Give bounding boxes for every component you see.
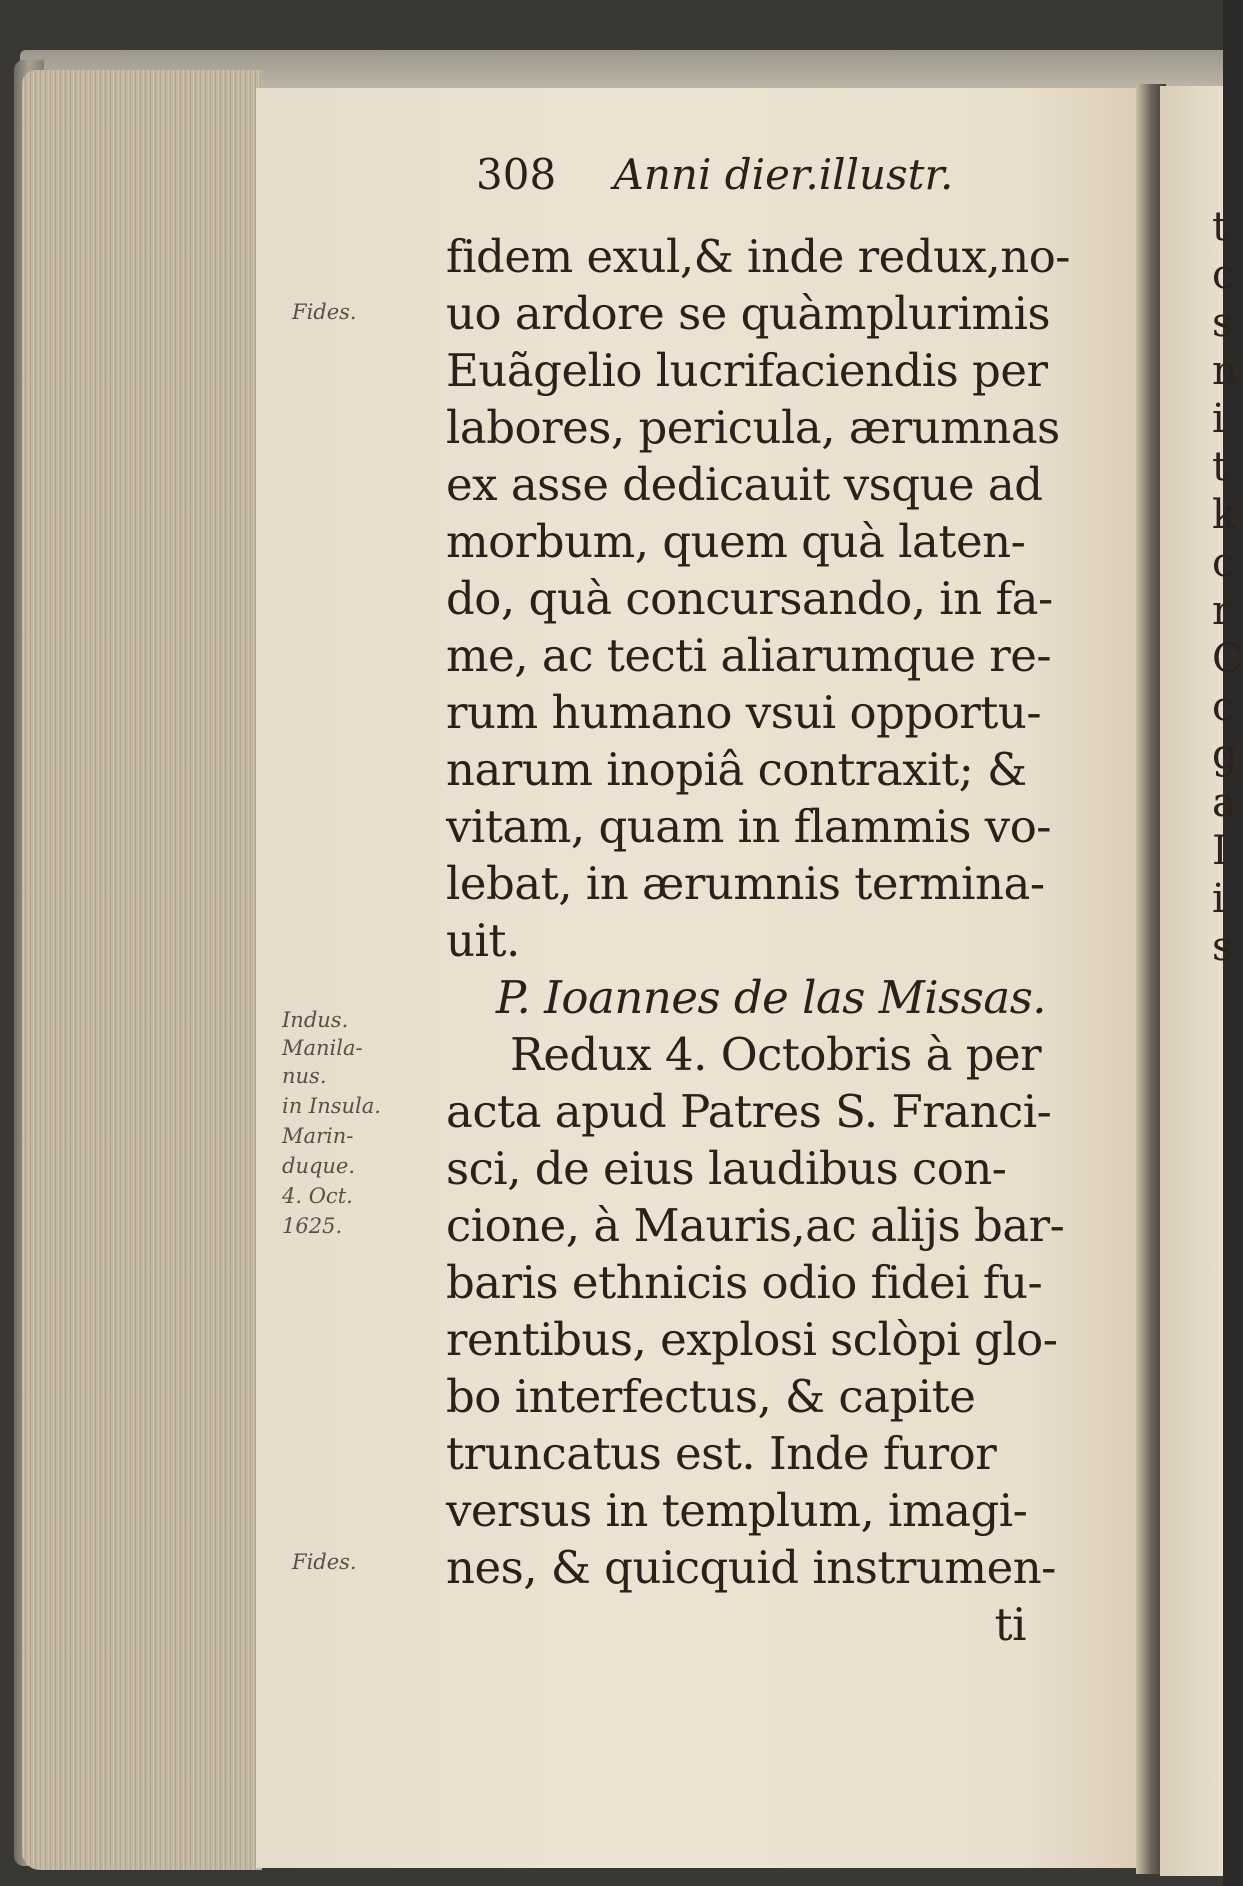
text-line: narum inopiâ contraxit; &: [446, 743, 1027, 796]
text-line: uit.: [446, 914, 520, 967]
margin-note-place: 4. Oct.: [282, 1184, 353, 1208]
text-line: versus in templum, imagi-: [446, 1484, 1028, 1537]
facing-fragment: t: [1212, 204, 1229, 250]
facing-fragment: s: [1212, 924, 1233, 970]
margin-note-place: in Insula.: [282, 1094, 381, 1118]
text-line: Redux 4. Octobris à per: [510, 1028, 1042, 1081]
facing-fragment: r: [1212, 588, 1232, 634]
text-line: nes, & quicquid instrumen-: [446, 1541, 1056, 1594]
facing-fragment: t: [1212, 444, 1229, 490]
page-edges: [22, 70, 262, 1870]
catchword: ti: [994, 1598, 1026, 1651]
text-line: bo interfectus, & capite: [446, 1370, 976, 1423]
facing-fragment: i: [1212, 876, 1225, 922]
facing-fragment: c: [1212, 540, 1235, 586]
page-header: [476, 150, 953, 199]
section-heading: P. Ioannes de las Missas.: [495, 971, 1047, 1024]
text-line: vitam, quam in flammis vo-: [446, 800, 1052, 853]
facing-fragment: I: [1212, 828, 1228, 874]
text-line: fidem exul,& inde redux,no-: [446, 230, 1071, 283]
text-line: Euãgelio lucrifaciendis per: [446, 344, 1048, 397]
text-line: rum humano vsui opportu-: [446, 686, 1042, 739]
facing-fragment: g: [1212, 732, 1238, 778]
margin-note-place: nus.: [282, 1064, 327, 1088]
facing-page-edge: [1160, 86, 1243, 1876]
margin-note-place: Manila-: [282, 1036, 363, 1060]
text-line: do, quà concursando, in fa-: [446, 572, 1053, 625]
margin-note-place: 1625.: [282, 1214, 343, 1238]
text-line: morbum, quem quà laten-: [446, 515, 1026, 568]
text-line: me, ac tecti aliarumque re-: [446, 629, 1052, 682]
text-line: cione, à Mauris,ac alijs bar-: [446, 1199, 1065, 1252]
text-line: baris ethnicis odio fidei fu-: [446, 1256, 1043, 1309]
facing-fragment: n: [1212, 348, 1238, 394]
facing-fragment: a: [1212, 780, 1236, 826]
running-title: Anni dier.illustr.: [613, 150, 954, 199]
page-number: 308: [476, 150, 557, 199]
text-line: sci, de eius laudibus con-: [446, 1142, 1007, 1195]
text-line: rentibus, explosi sclòpi glo-: [446, 1313, 1058, 1366]
margin-note-fides: Fides.: [292, 300, 357, 324]
margin-note-place: Marin-: [282, 1124, 354, 1148]
facing-fragment: c: [1212, 684, 1235, 730]
facing-fragment: i: [1212, 396, 1225, 442]
margin-note-place: Indus.: [282, 1008, 349, 1032]
facing-fragment: C: [1212, 636, 1243, 682]
text-line: labores, pericula, ærumnas: [446, 401, 1060, 454]
facing-fragment: k: [1212, 492, 1237, 538]
margin-note-place: duque.: [282, 1154, 356, 1178]
facing-fragment: s: [1212, 300, 1233, 346]
text-line: uo ardore se quàmplurimis: [446, 287, 1051, 340]
text-line: lebat, in ærumnis termina-: [446, 857, 1045, 910]
margin-note-fides: Fides.: [292, 1550, 357, 1574]
text-line: ex asse dedicauit vsque ad: [446, 458, 1043, 511]
facing-fragment: c: [1212, 252, 1235, 298]
text-line: truncatus est. Inde furor: [446, 1427, 997, 1480]
text-line: acta apud Patres S. Franci-: [446, 1085, 1052, 1138]
